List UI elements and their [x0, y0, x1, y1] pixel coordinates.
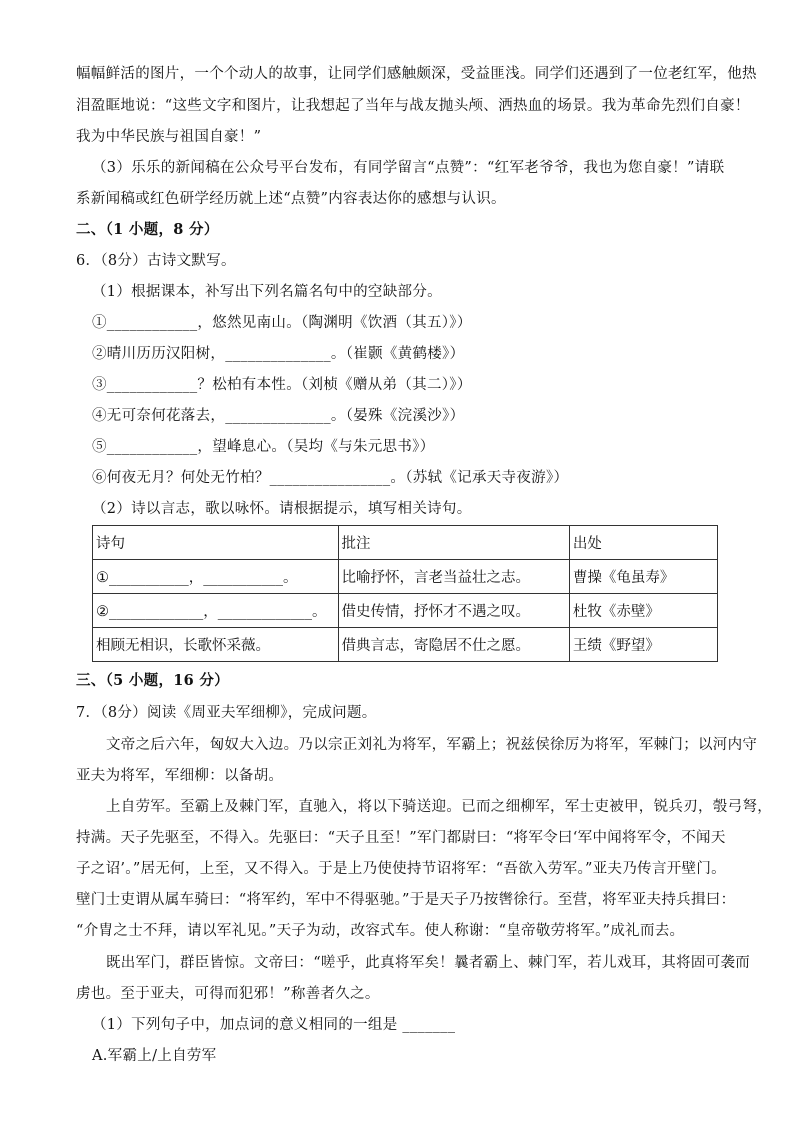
table-row: [93, 594, 718, 628]
table-row: [93, 628, 718, 662]
passage-line: 既出军门，群臣皆惊。文帝曰：“嗟乎，此真将军矣！曩者霸上、棘门军，若儿戏耳，其将固可袭而: [106, 955, 751, 971]
text-line: 系新闻稿或红色研学经历就上述“点赞”内容表达你的感想与认识。: [76, 191, 506, 207]
passage-line: 子之诏’。”居无何，上至，又不得入。于是上乃使使持节诏将军：“吾欲入劳军。”亚夫乃传言开壁门。: [76, 861, 726, 877]
table-row: [93, 560, 718, 594]
question-7-title: 7．（8分）阅读《周亚夫军细柳》，完成问题。: [76, 705, 377, 721]
table-cell: ②_____________，_____________。: [93, 594, 339, 628]
passage-line: 亚夫为将军，军细柳：以备胡。: [76, 768, 284, 784]
fill-blank-item: ⑥何夜无月？何处无竹柏？________________。（苏轼《记承天寺夜游》）: [92, 470, 569, 486]
table-cell: 曹操《龟虽寿》: [569, 560, 717, 594]
passage-line: “介胄之士不拜，请以军礼见。”天子为动，改容式车。使人称谢：“皇帝敬劳将军。”成礼而去。: [76, 923, 685, 939]
table-header-row: [93, 526, 718, 560]
table-header: 出处: [569, 526, 717, 560]
question-7-part-1: （1）下列句子中，加点词的意义相同的一组是 _______: [92, 1017, 456, 1033]
table-cell: 借典言志，寄隐居不仕之愿。: [338, 628, 569, 662]
question-6-part-1: （1）根据课本，补写出下列名篇名句中的空缺部分。: [92, 284, 442, 300]
poetry-table: [92, 525, 718, 662]
fill-blank-item: ⑤____________，望峰息心。（吴均《与朱元思书》）: [92, 439, 435, 455]
table-cell: 比喻抒怀，言老当益壮之志。: [338, 560, 569, 594]
passage-line: 壁门士吏谓从属车骑曰：“将军约，军中不得驱驰。”于是天子乃按辔徐行。至营，将军亚夫持兵揖曰：: [76, 892, 736, 908]
table-cell: 杜牧《赤壁》: [569, 594, 717, 628]
passage-line: 持满。天子先驱至，不得入。先驱曰：“天子且至！”军门都尉曰：“将军令曰‘军中闻将军令，不闻天: [76, 830, 726, 846]
table-cell: ①___________，___________。: [93, 560, 339, 594]
question-3-prompt: （3）乐乐的新闻稿在公众号平台发布，有同学留言“点赞”：“红军老爷爷，我也为您自豪！”请联: [92, 160, 725, 176]
table-cell: 相顾无相识，长歌怀采薇。: [93, 628, 339, 662]
passage-line: 虏也。至于亚夫，可得而犯邪！”称善者久之。: [76, 986, 380, 1002]
table-cell: 王绩《野望》: [569, 628, 717, 662]
question-6-title: 6．（8分）古诗文默写。: [76, 253, 236, 269]
option-a: A.军霸上/上自劳军: [92, 1048, 217, 1064]
passage-line: 上自劳军。至霸上及棘门军，直驰入，将以下骑送迎。已而之细柳军，军士吏被甲，锐兵刃，彀弓弩，: [106, 799, 772, 815]
table-header: 诗句: [93, 526, 339, 560]
fill-blank-item: ③____________？松柏有本性。（刘桢《赠从弟（其二）》）: [92, 377, 472, 393]
section-three-heading: 三、（5 小题，16 分）: [76, 672, 230, 689]
passage-line: 文帝之后六年，匈奴大入边。乃以宗正刘礼为将军，军霸上；祝兹侯徐厉为将军，军棘门；以河内守: [106, 737, 758, 753]
section-two-heading: 二、（1 小题，8 分）: [76, 221, 219, 238]
table-header: 批注: [338, 526, 569, 560]
table-cell: 借史传情，抒怀才不遇之叹。: [338, 594, 569, 628]
question-6-part-2: （2）诗以言志，歌以咏怀。请根据提示，填写相关诗句。: [92, 501, 472, 517]
fill-blank-item: ②晴川历历汉阳树，______________。（崔颢《黄鹤楼》）: [92, 346, 465, 362]
fill-blank-item: ①____________，悠然见南山。（陶渊明《饮酒（其五）》）: [92, 315, 472, 331]
fill-blank-item: ④无可奈何花落去，______________。（晏殊《浣溪沙》）: [92, 408, 465, 424]
text-line: 幅幅鲜活的图片，一个个动人的故事，让同学们感触颇深，受益匪浅。同学们还遇到了一位老红军，他热: [76, 66, 757, 82]
text-line: 泪盈眶地说：“这些文字和图片，让我想起了当年与战友抛头颅、洒热血的场景。我为革命先烈们自豪！: [76, 98, 750, 114]
text-line: 我为中华民族与祖国自豪！”: [76, 129, 262, 145]
